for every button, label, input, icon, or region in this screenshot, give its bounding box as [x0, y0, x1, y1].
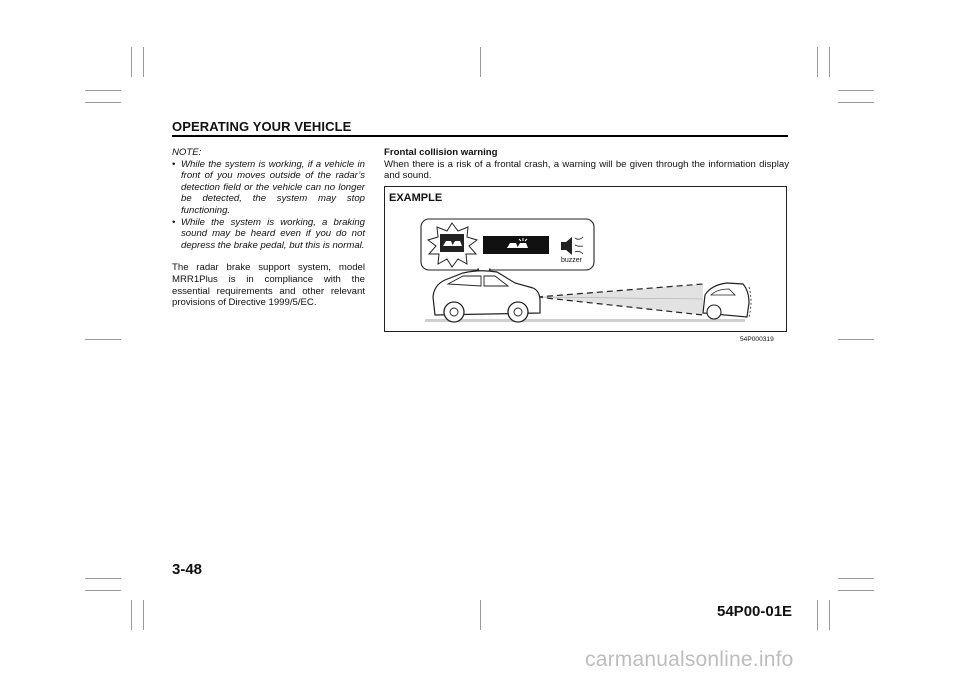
note-text: While the system is working, if a vehicle in front of you moves outside of the radar’s detection field or the vehicle can no longer be detected, the system may stop functioning.: [181, 158, 365, 216]
car-hub: [514, 308, 522, 316]
note-text: While the system is working, a braking sound may be heard even if you do not depress the brake pedal, but this is normal.: [181, 216, 365, 251]
section-text: When there is a risk of a frontal crash, a warning will be given through the information display and sound.: [384, 158, 789, 182]
left-column: [172, 147, 365, 309]
header-rule: [172, 135, 788, 137]
document-code: 54P00-01E: [717, 603, 793, 620]
crop-mark: [85, 90, 121, 91]
crop-mark: [838, 578, 874, 579]
road-surface: [425, 319, 745, 322]
crop-mark: [838, 102, 874, 103]
crop-mark: [817, 47, 818, 77]
note-item: [172, 217, 365, 252]
crop-mark: [143, 600, 144, 630]
compliance-paragraph: The radar brake support system, model MRR1Plus is in compliance with the essential requirements and other relevant provisions of Directive 1999/5/EC.: [172, 262, 365, 309]
section-heading: Frontal collision warning: [384, 147, 498, 158]
note-item: [172, 159, 365, 217]
crop-mark: [829, 600, 830, 630]
right-column: [384, 147, 789, 182]
crop-mark: [838, 590, 874, 591]
crop-mark: [85, 578, 121, 579]
crop-mark: [480, 600, 481, 630]
crop-mark: [838, 90, 874, 91]
crop-mark: [85, 339, 121, 340]
bullet: •: [172, 216, 176, 228]
crop-mark: [131, 47, 132, 77]
watermark: carmanualsonline.info: [585, 648, 794, 671]
car-hub: [450, 308, 458, 316]
vehicle-ahead-wheel: [707, 305, 721, 319]
page-number: 3-48: [172, 561, 203, 578]
crop-mark: [143, 47, 144, 77]
bullet: •: [172, 158, 176, 170]
figure-code: 54P000319: [740, 336, 774, 343]
crop-mark: [838, 339, 874, 340]
crop-mark: [85, 590, 121, 591]
crop-mark: [829, 47, 830, 77]
buzzer-label: buzzer: [561, 257, 583, 264]
figure-label: EXAMPLE: [389, 192, 443, 204]
crop-mark: [85, 102, 121, 103]
note-label: NOTE:: [172, 147, 202, 158]
crop-mark: [480, 47, 481, 77]
crop-mark: [131, 600, 132, 630]
section-title: OPERATING YOUR VEHICLE: [172, 119, 352, 134]
collision-warning-illustration: [385, 187, 788, 333]
crop-mark: [817, 600, 818, 630]
illustration-frame: [384, 186, 787, 332]
